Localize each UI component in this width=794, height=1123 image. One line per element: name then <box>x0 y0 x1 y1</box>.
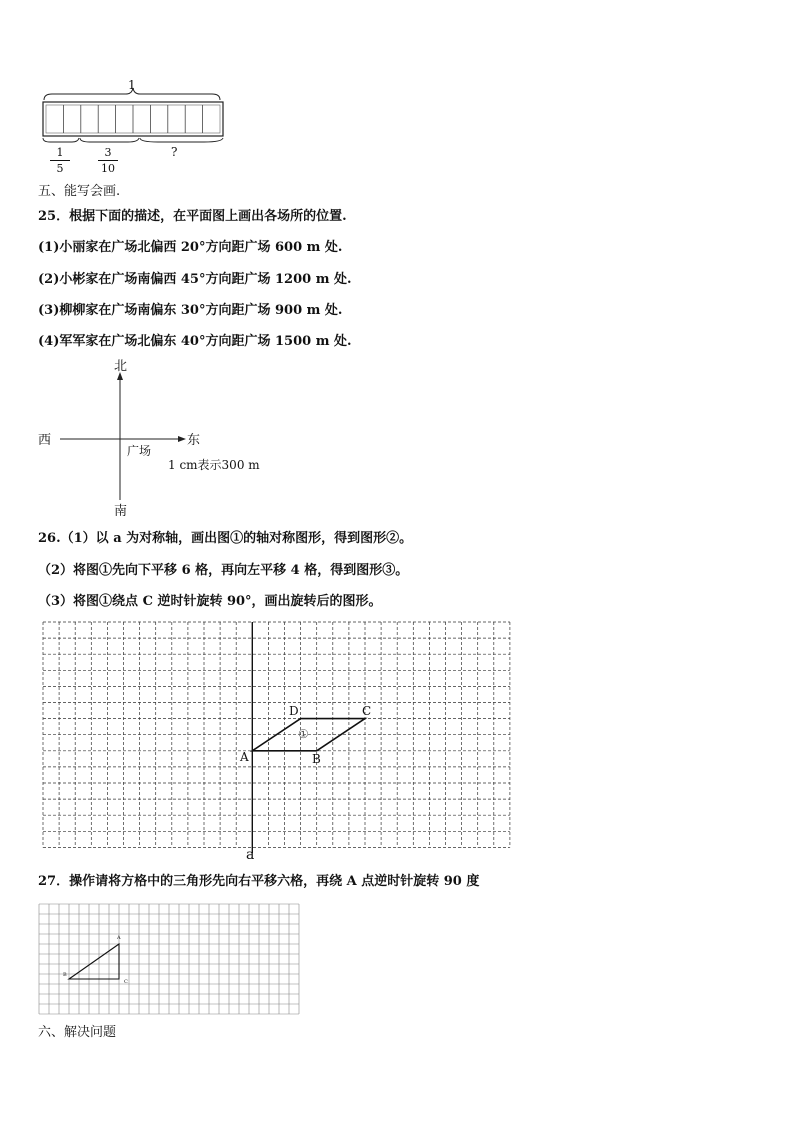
point-label-c: C <box>362 704 372 718</box>
strip-unknown-label: ? <box>171 145 178 159</box>
q26-line-1: 26.（1）以 a 为对称轴，画出图①的轴对称图形，得到图形②。 <box>38 531 413 546</box>
compass-north: 北 <box>114 359 128 374</box>
compass-west: 西 <box>38 433 52 448</box>
point-label-b: B <box>312 752 321 766</box>
section6-heading: 六、解决问题 <box>38 1025 117 1040</box>
q25-item-2: (2)小彬家在广场南偏西 45°方向距广场 1200 m 处. <box>38 272 352 287</box>
fraction-three-tenths: 3 10 <box>96 146 120 175</box>
point-label-d: D <box>289 704 299 718</box>
q26-line-3: （3）将图①绕点 C 逆时针旋转 90°，画出旋转后的图形。 <box>38 594 382 609</box>
q27-title: 27．操作请将方格中的三角形先向右平移六格，再绕 A 点逆时针旋转 90 度 <box>38 874 480 889</box>
section5-heading: 五、能写会画. <box>38 184 121 199</box>
compass-center-label: 广场 <box>127 444 152 458</box>
q27-point-b: B <box>63 972 67 978</box>
axis-label-a: a <box>246 847 255 863</box>
q25-item-3: (3)柳柳家在广场南偏东 30°方向距广场 900 m 处. <box>38 303 343 318</box>
q27-point-a: A <box>117 935 121 941</box>
shape-label-1: ① <box>298 727 309 741</box>
q25-title: 25．根据下面的描述，在平面图上画出各场所的位置. <box>38 209 347 224</box>
q25-item-1: (1)小丽家在广场北偏西 20°方向距广场 600 m 处. <box>38 240 343 255</box>
point-label-a: A <box>240 750 249 764</box>
compass-east: 东 <box>187 433 201 448</box>
q27-point-c: C <box>124 979 128 985</box>
q25-item-4: (4)军军家在广场北偏东 40°方向距广场 1500 m 处. <box>38 334 352 349</box>
q26-line-2: （2）将图①先向下平移 6 格，再向左平移 4 格，得到图形③。 <box>38 563 409 578</box>
compass-scale-label: 1 cm表示300 m <box>168 458 260 472</box>
fraction-one-fifth: 1 5 <box>48 146 72 175</box>
compass-south: 南 <box>114 504 128 519</box>
strip-total-label: 1 <box>128 78 136 92</box>
